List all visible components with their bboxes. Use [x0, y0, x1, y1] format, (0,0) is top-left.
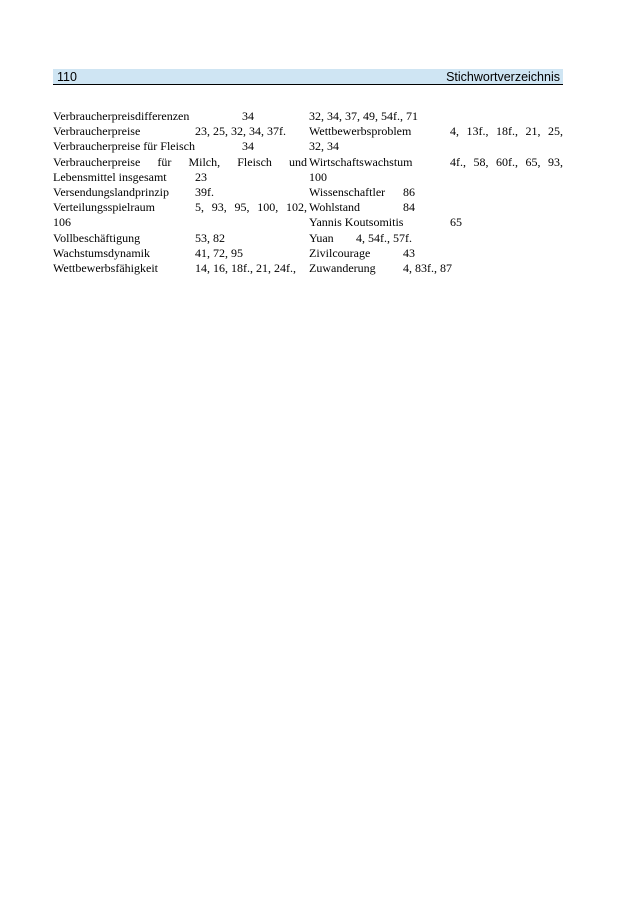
index-pages: 100 [309, 169, 327, 184]
page-ref: 65, [525, 154, 541, 169]
index-entry [309, 261, 563, 276]
page-ref: 4f., [450, 154, 466, 169]
index-entry [309, 200, 563, 215]
index-entry [53, 246, 307, 261]
index-pages: 14, 16, 18f., 21, 24f., [195, 260, 296, 275]
page-ref: 93, [548, 154, 563, 169]
index-entry [309, 139, 563, 154]
index-pages: 86 [403, 184, 415, 199]
index-pages: 106 [53, 215, 71, 230]
index-entry [53, 155, 307, 170]
index-entry [309, 231, 563, 246]
index-entry [309, 124, 563, 139]
page-ref: 93, [211, 200, 227, 215]
index-pages: 39f. [195, 184, 214, 199]
index-entry [53, 170, 307, 185]
index-right-column [309, 109, 563, 276]
page-ref: 100, [257, 200, 279, 215]
index-left-column [53, 109, 307, 276]
index-term: Verbraucherpreise [53, 124, 141, 139]
index-entry [53, 109, 307, 124]
index-entry [309, 170, 563, 185]
running-header [53, 69, 563, 85]
page-ref: 102, [286, 200, 307, 215]
index-entry [309, 109, 563, 124]
index-term: Wissenschaftler [309, 184, 386, 199]
index-word: Verbraucherpreise [53, 154, 141, 169]
index-entry [53, 231, 307, 246]
index-term: Yuan [309, 230, 334, 245]
index-entry [53, 215, 307, 230]
index-pages: 32, 34, 37, 49, 54f., 71 [309, 109, 418, 123]
index-word: Fleisch [237, 154, 272, 169]
index-term: Wohlstand [309, 200, 361, 215]
index-entry [53, 124, 307, 139]
index-pages: 34 [242, 109, 254, 123]
index-entry [309, 155, 563, 170]
index-pages: 23 [195, 169, 207, 184]
index-entry [53, 200, 307, 215]
index-term: Verbraucherpreise für Fleisch [53, 139, 195, 154]
index-term: Verteilungsspielraum [53, 200, 155, 215]
page-ref: 25, [548, 124, 563, 139]
page-ref: 4, [450, 124, 459, 139]
index-pages: 23, 25, 32, 34, 37f. [195, 124, 286, 139]
index-entry [309, 246, 563, 261]
page-number: 110 [57, 70, 77, 84]
index-term: Wettbewerbsproblem [309, 124, 412, 139]
index-term: Wachstumsdynamik [53, 245, 151, 260]
page-ref: 21, [525, 124, 541, 139]
index-pages: 65 [450, 215, 462, 230]
page-ref: 95, [234, 200, 250, 215]
index-pages: 84 [403, 200, 415, 215]
index-term: Verbraucherpreisdifferenzen [53, 109, 190, 123]
page-ref: 18f., [496, 124, 518, 139]
page-ref: 5, [195, 200, 204, 215]
index-entry [309, 215, 563, 230]
index-pages: 34 [242, 139, 254, 154]
index-pages: 4, 54f., 57f. [356, 230, 412, 245]
index-term: Zivilcourage [309, 245, 371, 260]
index-entry [309, 185, 563, 200]
index-entry [53, 261, 307, 276]
index-term: Versendungslandprinzip [53, 184, 169, 199]
page-ref: 60f., [496, 154, 518, 169]
index-pages [450, 124, 563, 139]
index-word: für [157, 154, 172, 169]
index-term: Wirtschaftswachstum [309, 154, 413, 169]
page-ref: 13f., [466, 124, 489, 139]
index-pages: 32, 34 [309, 139, 339, 154]
index-word: Milch, [188, 154, 221, 169]
index-term: Zuwanderung [309, 260, 376, 275]
index-entry [53, 139, 307, 154]
index-pages: 4, 83f., 87 [403, 260, 452, 275]
index-term: Lebensmittel insgesamt [53, 169, 167, 184]
index-pages: 43 [403, 245, 415, 260]
index-pages: 41, 72, 95 [195, 245, 243, 260]
index-term: Vollbeschäftigung [53, 230, 141, 245]
index-pages [450, 155, 563, 170]
header-title: Stichwortverzeichnis [446, 70, 560, 84]
index-entry [53, 185, 307, 200]
page-ref: 58, [473, 154, 489, 169]
index-term: Wettbewerbsfähigkeit [53, 260, 158, 275]
index-pages: 53, 82 [195, 230, 225, 245]
index-word: und [289, 154, 307, 169]
index-term: Yannis Koutsomitis [309, 215, 404, 230]
index-pages [195, 200, 307, 215]
